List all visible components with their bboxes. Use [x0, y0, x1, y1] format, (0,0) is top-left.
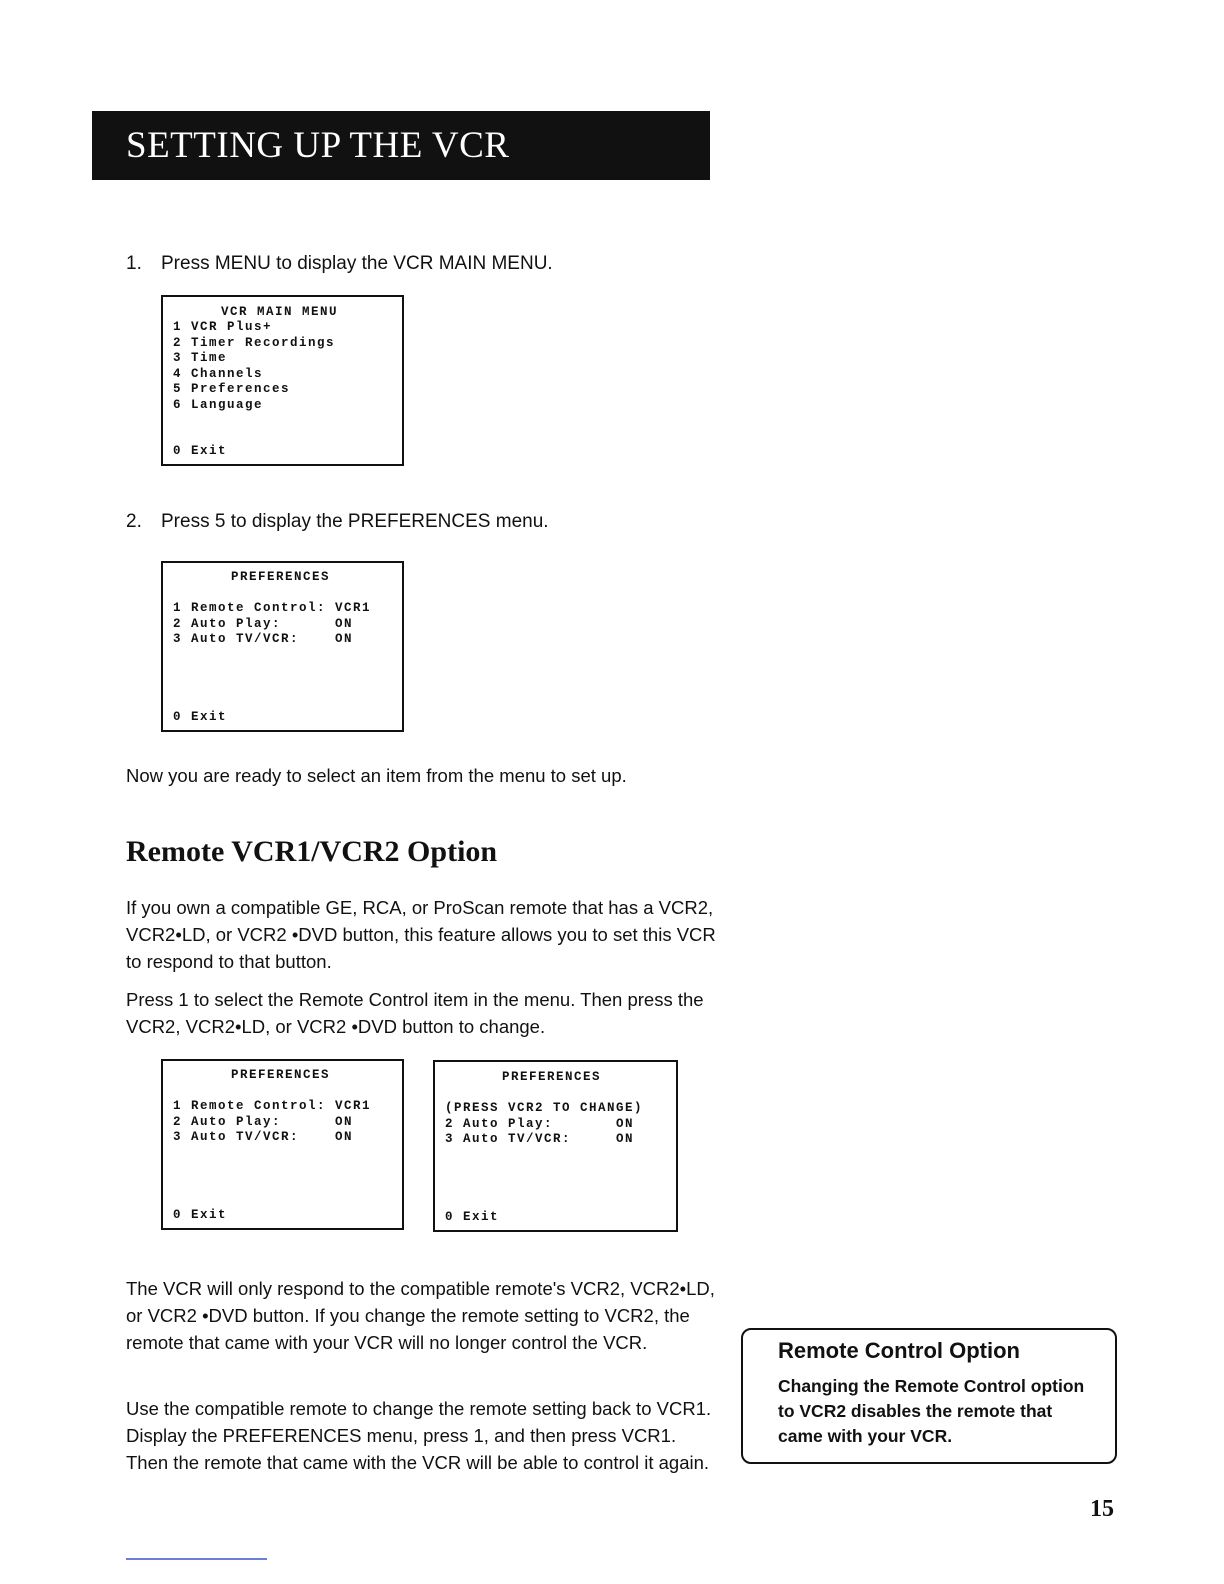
closing-paragraph-2: Use the compatible remote to change the remote setting back to VCR1. Display the PREFERENCES menu, press 1, and then press VCR1. Then the remote that came with the VCR will be able to control it again.: [126, 1398, 712, 1473]
menu-title: PREFERENCES: [231, 1068, 331, 1082]
section-header: SETTING UP THE VCR: [92, 111, 710, 180]
menu-item: 3 Auto TV/VCR: ON: [173, 1130, 354, 1144]
menu-exit: 0 Exit: [173, 710, 228, 724]
menu-item: 2 Timer Recordings: [173, 335, 336, 350]
step-2: [126, 510, 549, 534]
menu-item: 4 Channels: [173, 366, 264, 381]
menu-exit: 0 Exit: [173, 444, 228, 458]
menu-item: 5 Preferences: [173, 382, 291, 396]
menu-item: 1 VCR Plus+: [173, 320, 273, 334]
menu-item: 3 Auto TV/VCR: ON: [445, 1132, 635, 1146]
ready-text: Now you are ready to select an item from the menu to set up.: [126, 765, 627, 786]
step-1-number: 1.: [126, 253, 142, 274]
preferences-before-screen: [161, 1059, 404, 1230]
menu-item: 3 Auto TV/VCR: ON: [173, 632, 354, 646]
step-2-text: Press 5 to display the PREFERENCES menu.: [161, 511, 549, 532]
menu-item: 2 Auto Play: ON: [173, 616, 354, 631]
section-paragraph-2: Press 1 to select the Remote Control item in the menu. Then press the VCR2, VCR2•LD, or VCR2 •DVD button to change.: [126, 989, 704, 1037]
preferences-after-screen: [433, 1060, 678, 1232]
closing-paragraph-1: The VCR will only respond to the compatible remote's VCR2, VCR2•LD, or VCR2 •DVD button. If you change the remote setting to VCR2, the remote that came with your VCR will no longer control the VCR.: [126, 1278, 715, 1353]
section-paragraph-1: If you own a compatible GE, RCA, or ProScan remote that has a VCR2, VCR2•LD, or VCR2 •DVD button, this feature allows you to set this VCR to respond to that button.: [126, 897, 716, 972]
menu-item: 3 Time: [173, 351, 228, 365]
page-number: 15: [1090, 1496, 1114, 1522]
menu-item: 6 Language: [173, 397, 264, 412]
note-title: Remote Control Option: [778, 1338, 1020, 1363]
menu-item: 2 Auto Play: ON: [445, 1116, 635, 1131]
menu-item: 1 Remote Control: VCR1: [173, 1099, 372, 1113]
menu-exit: 0 Exit: [173, 1208, 228, 1222]
step-2-number: 2.: [126, 511, 142, 532]
footer-rule: [126, 1558, 267, 1560]
vcr-main-menu-screen: [161, 295, 404, 466]
menu-title: VCR MAIN MENU: [221, 305, 339, 319]
menu-item: (PRESS VCR2 TO CHANGE): [445, 1101, 644, 1115]
step-1-text: Press MENU to display the VCR MAIN MENU.: [161, 253, 553, 274]
menu-item: 1 Remote Control: VCR1: [173, 601, 372, 615]
menu-item: 2 Auto Play: ON: [173, 1114, 354, 1129]
menu-exit: 0 Exit: [445, 1210, 500, 1224]
menu-title: PREFERENCES: [231, 570, 331, 584]
menu-title: PREFERENCES: [502, 1070, 602, 1084]
remote-control-option-note: [741, 1328, 1117, 1464]
section-title: Remote VCR1/VCR2 Option: [126, 835, 498, 868]
step-1: [126, 252, 553, 276]
note-body: Changing the Remote Control option to VCR2 disables the remote that came with your VCR.: [778, 1376, 1085, 1446]
preferences-menu-screen: [161, 561, 404, 732]
